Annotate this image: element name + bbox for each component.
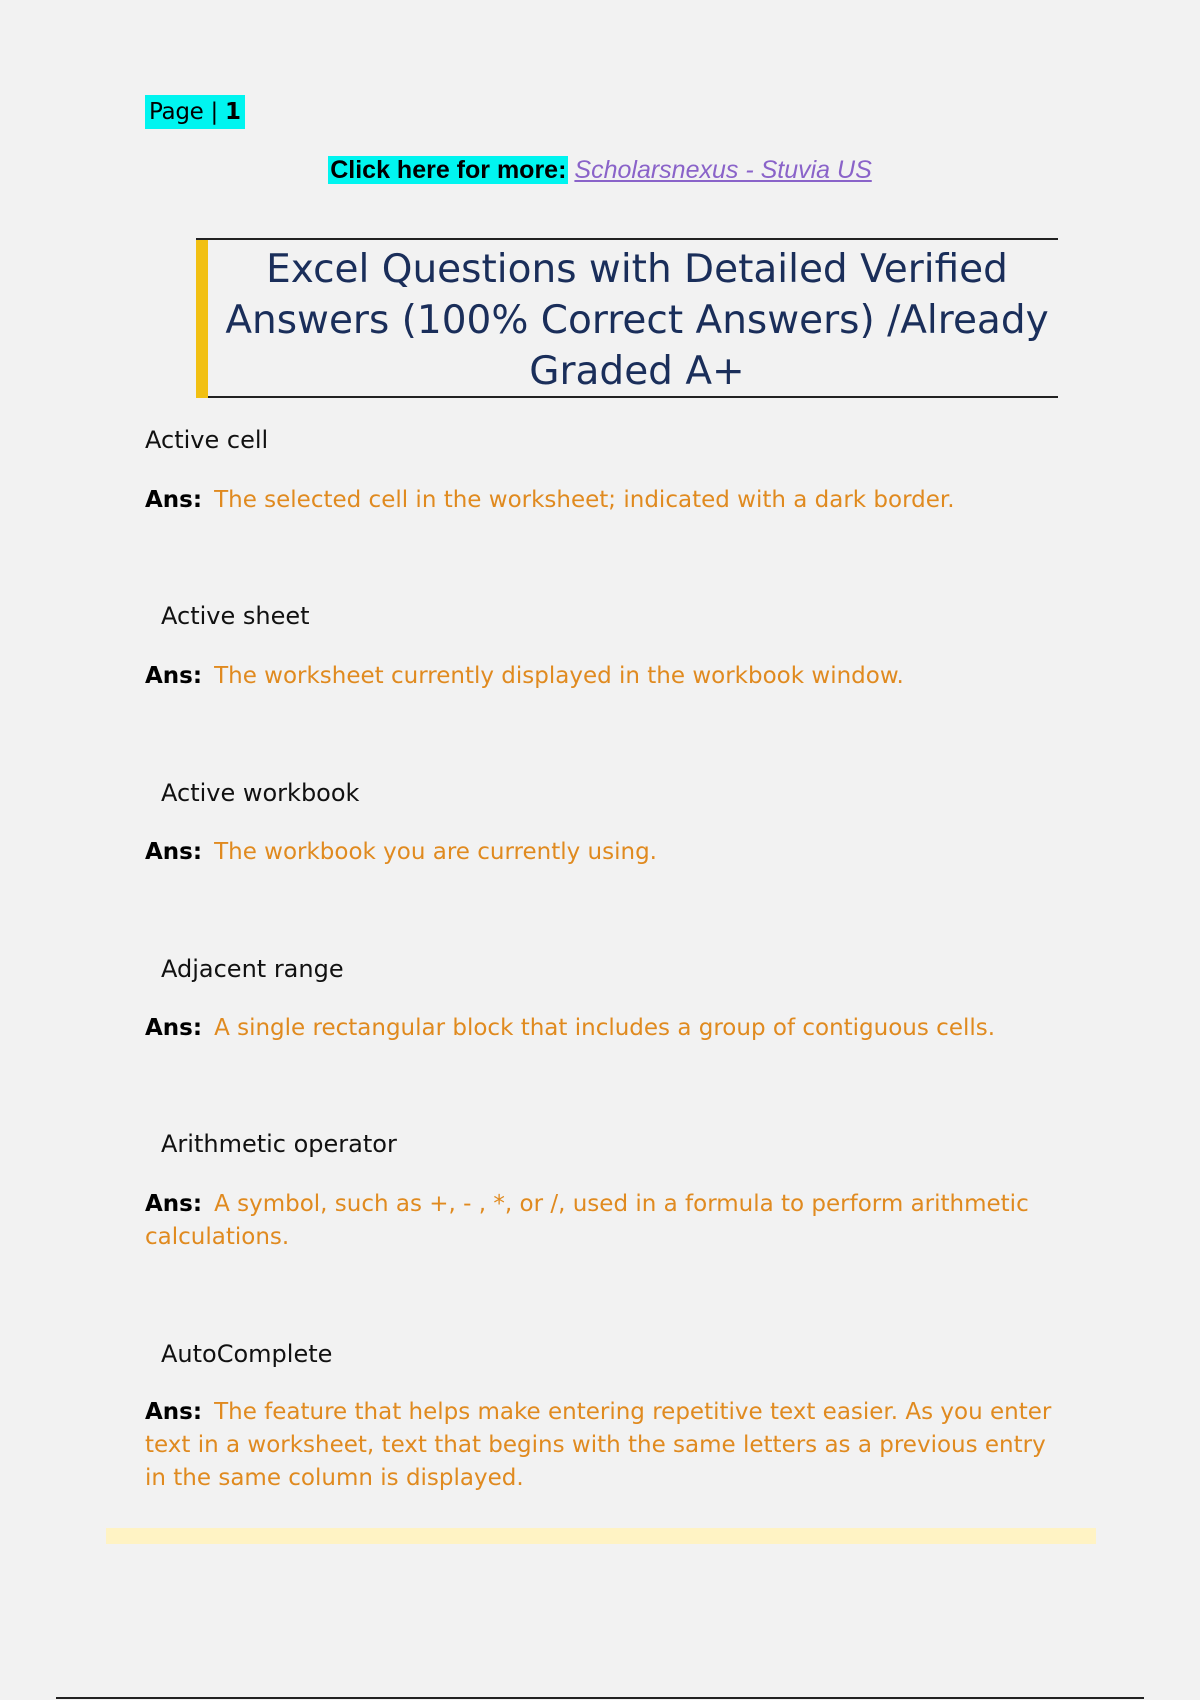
answer-text: A symbol, such as +, - , *, or /, used in a formula to perform arithmetic calculations. (145, 1191, 1029, 1250)
term-autocomplete: AutoComplete (161, 1340, 333, 1368)
term-adjacent-range: Adjacent range (161, 955, 344, 983)
answer-text: The worksheet currently displayed in the workbook window. (214, 663, 904, 689)
answer-adjacent-range (145, 1012, 1065, 1045)
term-active-sheet: Active sheet (161, 602, 310, 630)
answer-text: The workbook you are currently using. (214, 839, 657, 865)
answer-arithmetic-operator (145, 1188, 1065, 1254)
answer-text: The feature that helps make entering repetitive text easier. As you enter text in a worksheet, text that begins with the same letters as a previous entry in the same column is displayed. (145, 1399, 1052, 1491)
ans-label: Ans: (145, 1191, 203, 1217)
title-accent-bar (196, 240, 208, 398)
answer-text: The selected cell in the worksheet; indicated with a dark border. (214, 487, 955, 513)
highlight-bar (106, 1528, 1096, 1544)
scholarsnexus-link[interactable]: Scholarsnexus - Stuvia US (574, 156, 872, 184)
bottom-rule (56, 1697, 1144, 1699)
ans-label: Ans: (145, 839, 203, 865)
answer-active-workbook (145, 836, 1065, 869)
click-here-label: Click here for more: (330, 156, 567, 184)
answer-active-sheet (145, 660, 1065, 693)
answer-autocomplete (145, 1396, 1065, 1495)
term-arithmetic-operator: Arithmetic operator (161, 1130, 397, 1158)
term-active-workbook: Active workbook (161, 779, 360, 807)
answer-text: A single rectangular block that includes a group of contiguous cells. (214, 1015, 996, 1041)
ans-label: Ans: (145, 1399, 203, 1425)
more-link-line (0, 153, 1200, 187)
page-label-text: Page | (149, 99, 225, 125)
page-number-label (145, 95, 245, 129)
ans-label: Ans: (145, 487, 203, 513)
answer-active-cell (145, 484, 1065, 517)
document-title: Excel Questions with Detailed Verified Answers (100% Correct Answers) /Already Graded A+ (225, 247, 1049, 394)
ans-label: Ans: (145, 1015, 203, 1041)
page-number: 1 (224, 99, 241, 125)
ans-label: Ans: (145, 663, 203, 689)
term-active-cell: Active cell (145, 426, 269, 454)
